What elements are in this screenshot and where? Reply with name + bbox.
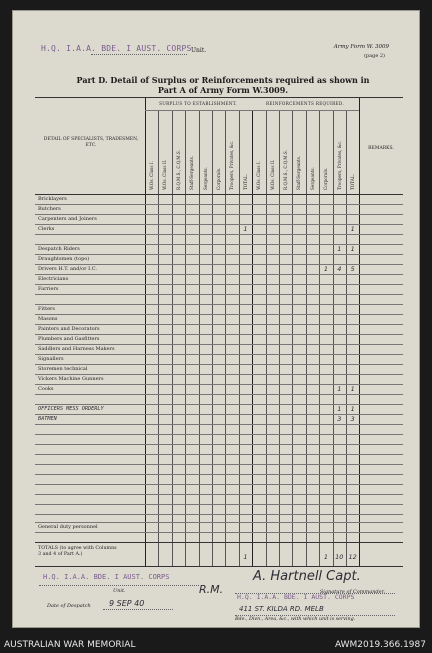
grid-hline xyxy=(35,234,403,235)
grid-hline xyxy=(35,542,403,543)
table-row-label: Clerks xyxy=(38,226,55,232)
grid-hline xyxy=(35,434,403,435)
title-line-2: Part A of Army Form W.3009. xyxy=(157,85,289,95)
bde-label: Bde., Divn., Area, &c., with which unit is serving. xyxy=(235,617,356,622)
totals-label xyxy=(38,546,117,558)
page-note: (page 2) xyxy=(363,53,385,59)
grid-vline xyxy=(279,110,280,566)
grid-hline xyxy=(35,444,403,445)
grid-hline xyxy=(35,284,403,285)
grid-hline xyxy=(35,274,403,275)
reinf-troopers-cell: 4 xyxy=(337,265,342,273)
title-line-1: Part D. Detail of Surplus or Reinforcements required as shown in xyxy=(76,75,370,85)
grid-hline xyxy=(35,532,403,533)
reinf-total-cell: 1 xyxy=(350,245,355,253)
table-row-label: Carpenters and Joiners xyxy=(38,216,97,222)
totals-reinf-troopers: 10 xyxy=(335,553,344,561)
reinf-troopers-cell: 1 xyxy=(337,385,342,393)
grid-hline xyxy=(35,394,403,395)
header-unit-label: Unit. xyxy=(191,47,207,54)
grid-vline xyxy=(158,110,159,566)
grid-hline xyxy=(35,424,403,425)
grid-hline xyxy=(35,304,403,305)
table-row-label: Fitters xyxy=(38,306,56,312)
grid-vline xyxy=(252,110,253,566)
header-unit-stamp: H.Q. I.A.A. BDE. I AUST. CORPS xyxy=(41,44,192,53)
table-row-label: Despatch Riders xyxy=(38,246,80,252)
column-label: Troopers, Privates, &c. xyxy=(229,140,235,190)
grid-vline xyxy=(172,110,173,566)
column-label: Sergeants. xyxy=(202,167,208,190)
grid-hline xyxy=(35,504,403,505)
footer-unit-line xyxy=(39,585,199,586)
grid-hline xyxy=(35,374,403,375)
column-label: TOTAL. xyxy=(242,174,248,190)
footer-date-line xyxy=(103,609,173,610)
grid-vline xyxy=(225,110,226,566)
header-unit-underline xyxy=(91,54,187,55)
grid-hline xyxy=(35,214,403,215)
column-label: W.Os. Class I. xyxy=(256,161,262,190)
column-label: Staff-Sergeants. xyxy=(189,155,195,190)
column-label: W.Os. Class II. xyxy=(162,159,168,190)
totals-label-line-2: 3 and 4 of Part A.) xyxy=(38,552,83,557)
grid-vline xyxy=(346,110,347,566)
bde-line xyxy=(235,615,395,616)
reinf-total-cell: 1 xyxy=(350,225,355,233)
table-row-label: Cooks xyxy=(38,386,54,392)
table-row-label: Saddlers and Harness Makers xyxy=(38,346,115,352)
grid-hline xyxy=(35,294,403,295)
grid-hline xyxy=(35,314,403,315)
column-label: Sergeants. xyxy=(309,167,315,190)
column-label: W.Os. Class II. xyxy=(269,159,275,190)
grid-vline xyxy=(239,110,240,566)
grid-hline xyxy=(35,334,403,335)
surplus-total-cell: 1 xyxy=(243,225,248,233)
table-row-label: Plumbers and Gasfitters xyxy=(38,336,100,342)
grid-hline xyxy=(35,514,403,515)
table-row-label: Electricians xyxy=(38,276,69,282)
signature-label: Signature of Commander. xyxy=(319,589,385,595)
totals-reinf-total: 12 xyxy=(348,553,357,561)
footer-initials: R.M. xyxy=(199,583,224,596)
totals-label-line-1: TOTALS (to agree with Columns xyxy=(38,546,117,551)
grid-hline xyxy=(35,364,403,365)
reinf-troopers-cell: 1 xyxy=(337,405,342,413)
grid-hline xyxy=(35,464,403,465)
grid-vline xyxy=(292,110,293,566)
reinf-total-cell: 1 xyxy=(350,405,355,413)
totals-surplus-total: 1 xyxy=(243,553,248,561)
column-label: TOTAL. xyxy=(350,174,355,190)
grid-vline xyxy=(306,110,307,566)
grid-vline xyxy=(145,98,146,566)
commander-signature: A. Hartnell Capt. xyxy=(253,569,361,584)
form-sheet xyxy=(12,10,420,628)
reinf-troopers-cell: 1 xyxy=(337,245,342,253)
column-label: R.Q.M.S., C.Q.M.S. xyxy=(175,150,181,190)
footer-date-value: 9 SEP 40 xyxy=(109,599,145,608)
group-reinforcements-label: REINFORCEMENTS REQUIRED. xyxy=(265,101,345,106)
grid-vline xyxy=(333,110,334,566)
caption-left: AUSTRALIAN WAR MEMORIAL xyxy=(4,640,136,650)
grid-hline xyxy=(35,494,403,495)
table-row-label: Painters and Decorators xyxy=(38,326,100,332)
reinf-corporals-cell: 1 xyxy=(323,265,328,273)
footer-unit-label: Unit. xyxy=(113,588,126,594)
column-label: W.Os. Class I. xyxy=(149,161,154,190)
table-row-label: Butchers xyxy=(38,206,61,212)
grid-hline xyxy=(35,324,403,325)
footer-unit-stamp: H.Q. I.A.A. BDE. I AUST. CORPS xyxy=(43,573,170,581)
grid-hline xyxy=(35,204,403,205)
grid-hline xyxy=(35,522,403,523)
grid-vline xyxy=(212,110,213,566)
detail-heading: DETAIL OF SPECIALISTS, TRADESMEN, ETC. xyxy=(43,137,139,148)
remarks-heading: REMARKS. xyxy=(368,146,394,151)
table-row-label: OFFICERS MESS ORDERLY xyxy=(38,406,104,412)
reinf-total-cell: 5 xyxy=(350,265,355,273)
caption-right: AWM2019.366.1987 xyxy=(334,640,426,650)
table-row-label: Masons xyxy=(38,316,58,322)
grid-hline xyxy=(145,110,359,111)
table-row-label: Drivers H.T. and/or I.C. xyxy=(38,266,97,272)
table-row-label: Vickers Machine Gunners xyxy=(38,376,104,382)
footer-address: 411 ST. KILDA RD. MELB xyxy=(239,605,324,613)
reinf-total-cell: 3 xyxy=(350,415,355,423)
totals-reinf-corporals: 1 xyxy=(323,553,328,561)
reinf-troopers-cell: 3 xyxy=(337,415,342,423)
column-label: Corporals. xyxy=(216,167,221,190)
footer-bde-stamp: H.Q. I.A.A. BDE. I AUST. CORPS xyxy=(237,593,355,601)
table-row-label: Signallers xyxy=(38,356,64,362)
footer-date-label: Date of Despatch xyxy=(47,603,91,609)
column-label: Staff-Sergeants. xyxy=(296,155,302,190)
grid-vline xyxy=(199,110,200,566)
column-label: Corporals. xyxy=(323,167,329,190)
column-label: R.Q.M.S., C.Q.M.S. xyxy=(283,150,288,190)
table-row-label: BATMEN xyxy=(38,416,57,422)
grid-hline xyxy=(35,344,403,345)
form-name: Army Form W. 3009 xyxy=(333,44,389,50)
table-row-label: Farriers xyxy=(38,286,59,292)
table-row-label: Bricklayers xyxy=(38,196,67,202)
reinf-total-cell: 1 xyxy=(350,385,355,393)
grid-hline xyxy=(35,194,403,195)
table-row-label: Draughtsmen (topo) xyxy=(38,256,90,262)
grid-vline xyxy=(266,110,267,566)
grid-hline xyxy=(35,454,403,455)
grid-vline xyxy=(185,110,186,566)
grid-hline xyxy=(35,474,403,475)
grid-vline xyxy=(359,98,360,566)
grid-hline xyxy=(35,354,403,355)
detail-table xyxy=(35,97,403,567)
grid-hline xyxy=(35,484,403,485)
table-row-label: Storemen technical xyxy=(38,366,88,372)
grid-hline xyxy=(35,254,403,255)
grid-vline xyxy=(319,110,320,566)
general-duty-label: General duty personnel xyxy=(38,524,98,530)
column-label: Troopers, Privates, &c. xyxy=(336,140,342,190)
group-surplus-label: SURPLUS TO ESTABLISHMENT. xyxy=(159,101,237,106)
